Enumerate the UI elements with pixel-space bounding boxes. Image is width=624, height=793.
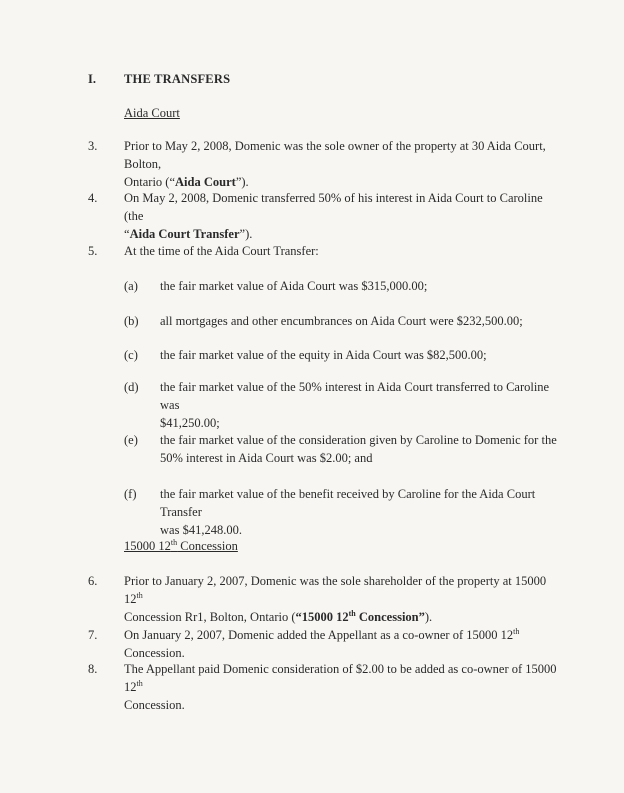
- sub-item-e-line-1: the fair market value of the consideration given by Caroline to Domenic for the: [160, 433, 557, 447]
- sub-item-f-text: [160, 485, 564, 539]
- paragraph-5: At the time of the Aida Court Transfer:: [124, 244, 319, 258]
- sub-item-b-text: all mortgages and other encumbrances on Aida Court were $232,500.00;: [160, 314, 523, 328]
- sub-item-f-line-1: the fair market value of the benefit received by Caroline for the Aida Court Transfer: [160, 487, 536, 519]
- sub-item-c-label: (c): [124, 348, 138, 362]
- paragraph-3-number: 3.: [88, 139, 98, 153]
- sub-item-e-line-2: 50% interest in Aida Court was $2.00; and: [160, 451, 373, 465]
- paragraph-6-line-2: Concession Rr1, Bolton, Ontario (“15000 12th Concession”).: [124, 608, 433, 624]
- defined-term-aida-court-transfer: Aida Court Transfer: [129, 227, 240, 241]
- paragraph-5-number: 5.: [88, 244, 98, 258]
- paragraph-4-line-2: “Aida Court Transfer”).: [124, 227, 253, 241]
- paragraph-4: [124, 189, 564, 243]
- sub-item-b-label: (b): [124, 314, 139, 328]
- section-title: THE TRANSFERS: [124, 72, 231, 86]
- paragraph-3: [124, 137, 564, 191]
- paragraph-8: [124, 660, 564, 714]
- sub-item-e-label: (e): [124, 433, 138, 447]
- paragraph-6: [124, 572, 564, 626]
- paragraph-4-line-1: On May 2, 2008, Domenic transferred 50% of his interest in Aida Court to Caroline (the: [124, 191, 543, 223]
- paragraph-6-line-1: Prior to January 2, 2007, Domenic was the sole shareholder of the property at 15000 12th: [124, 574, 547, 606]
- paragraph-3-line-1: Prior to May 2, 2008, Domenic was the sole owner of the property at 30 Aida Court, Bolton,: [124, 139, 546, 171]
- section-number: I.: [88, 72, 96, 86]
- sub-item-e-text: [160, 431, 564, 467]
- sub-item-d-line-2: $41,250.00;: [160, 416, 220, 430]
- sub-item-d-label: (d): [124, 380, 139, 394]
- paragraph-7: On January 2, 2007, Domenic added the Appellant as a co-owner of 15000 12th Concession.: [124, 626, 520, 660]
- subheading-concession: 15000 12th Concession: [124, 537, 238, 553]
- sub-item-d-line-1: the fair market value of the 50% interest in Aida Court transferred to Caroline was: [160, 380, 550, 412]
- paragraph-8-line-1: The Appellant paid Domenic consideration of $2.00 to be added as co-owner of 15000 12th: [124, 662, 557, 694]
- sub-item-f-label: (f): [124, 487, 137, 501]
- sub-item-f-line-2: was $41,248.00.: [160, 523, 242, 537]
- defined-term-aida-court: Aida Court: [175, 175, 236, 189]
- paragraph-7-number: 7.: [88, 628, 98, 642]
- paragraph-4-number: 4.: [88, 191, 98, 205]
- sub-item-a-label: (a): [124, 279, 138, 293]
- paragraph-3-line-2: Ontario (“Aida Court”).: [124, 175, 249, 189]
- paragraph-6-number: 6.: [88, 574, 98, 588]
- paragraph-8-line-2: Concession.: [124, 698, 185, 712]
- subheading-aida-court: Aida Court: [124, 106, 180, 120]
- sub-item-a-text: the fair market value of Aida Court was $315,000.00;: [160, 279, 428, 293]
- paragraph-8-number: 8.: [88, 662, 98, 676]
- sub-item-d-text: [160, 378, 564, 432]
- defined-term-concession: “15000 12th Concession”: [295, 608, 425, 624]
- sub-item-c-text: the fair market value of the equity in Aida Court was $82,500.00;: [160, 348, 487, 362]
